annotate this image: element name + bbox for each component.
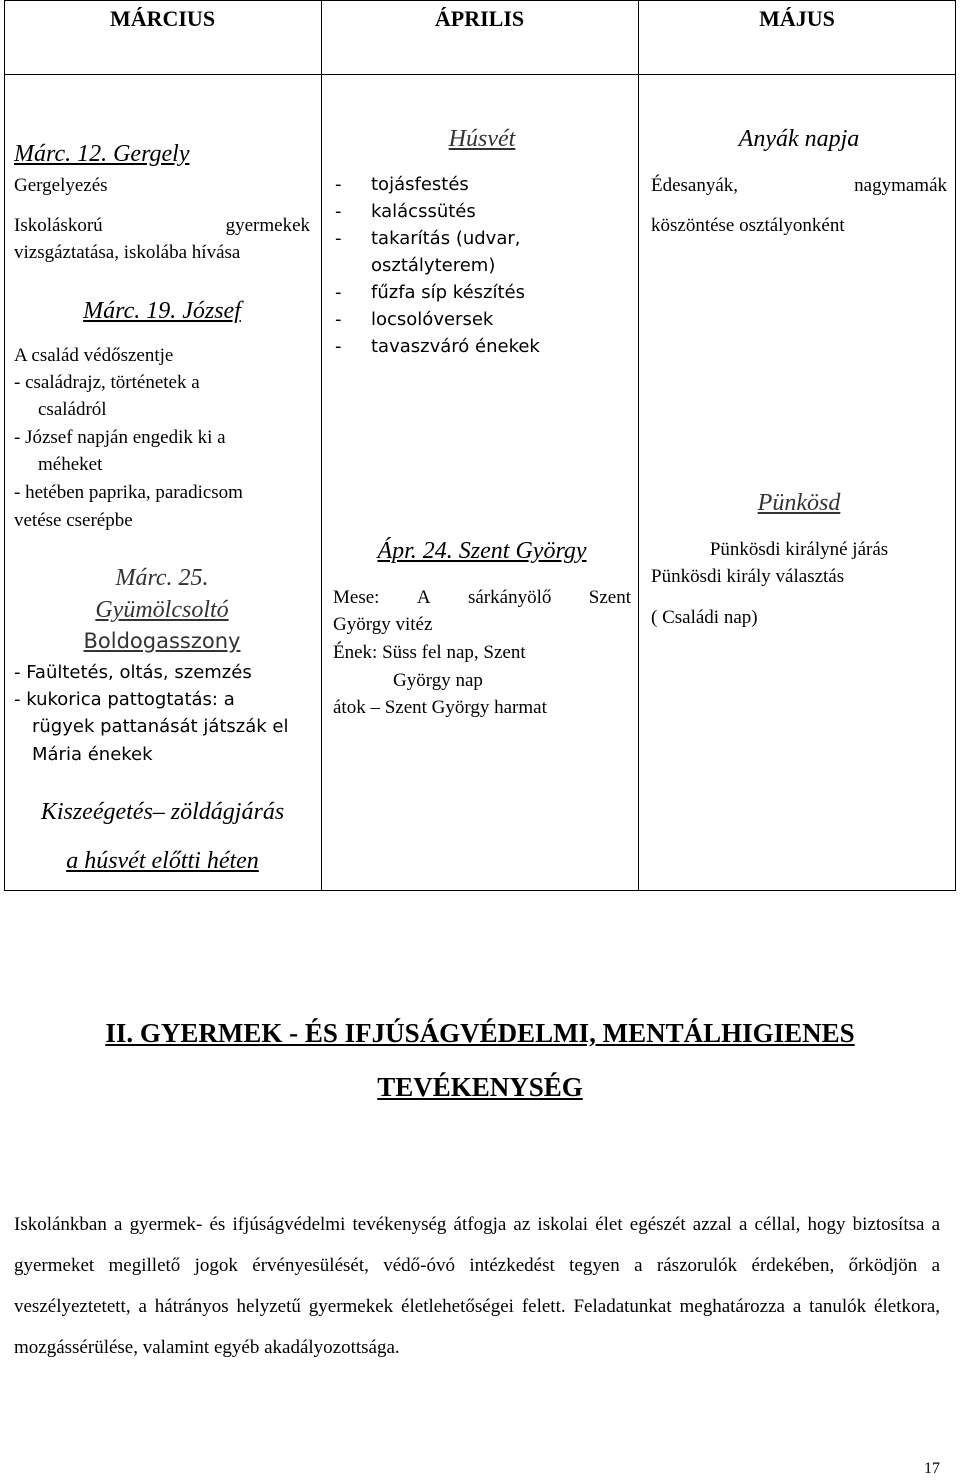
section-title-line-2: TEVÉKENYSÉG: [377, 1072, 583, 1102]
mese-line-1: [333, 584, 631, 611]
jozsef-line: méheket: [38, 454, 103, 475]
enek-line-2: György nap: [393, 670, 483, 691]
gyumolcs-title-1: Márc. 25.: [115, 565, 209, 591]
gyorgy-title: Ápr. 24. Szent György: [377, 538, 587, 564]
mese-line-2: György vitéz: [333, 614, 433, 635]
atok-line: átok – Szent György harmat: [333, 697, 547, 718]
husvet-title: Húsvét: [448, 126, 516, 152]
table-border-right: [955, 0, 956, 891]
list-item: - locsolóversek: [333, 306, 631, 333]
iskolas-line-1: [14, 212, 310, 239]
anyak-title: Anyák napja: [738, 126, 860, 152]
jozsef-line: A család védőszentje: [14, 345, 174, 366]
table-divider-2: [638, 0, 639, 891]
edes-word: Édesanyák,: [651, 175, 739, 196]
table-border-top: [4, 0, 956, 1]
edes-word: nagymamák: [854, 175, 947, 196]
list-item: - tavaszváró énekek: [333, 333, 631, 360]
gyumolcs-line: Mária énekek: [32, 744, 153, 765]
gergely-title: Márc. 12. Gergely: [14, 141, 190, 167]
jozsef-line: - családrajz, történetek a: [14, 372, 200, 393]
list-item: - kalácssütés: [333, 198, 631, 225]
mese-word: A: [416, 587, 431, 608]
punkosd-line-1: Pünkösdi királyné járás: [709, 539, 889, 560]
koszontes-line: köszöntése osztályonként: [651, 215, 845, 236]
kiszeeg-line-2: a húsvét előtti héten: [66, 848, 259, 874]
mese-word: Szent: [588, 587, 631, 608]
husvet-list: [333, 171, 631, 360]
jozsef-title: Márc. 19. József: [83, 298, 241, 324]
gyumolcs-line: - kukorica pattogtatás: a: [14, 689, 235, 710]
iskolas-word-1: Iskoláskorú: [14, 215, 103, 236]
gyumolcs-line: - Faültetés, oltás, szemzés: [14, 662, 252, 683]
jozsef-line: - hetében paprika, paradicsom: [14, 482, 243, 503]
section-title-line-1: II. GYERMEK - ÉS IFJÚSÁGVÉDELMI, MENTÁLHIGIENES: [105, 1018, 855, 1048]
edes-line: [651, 172, 947, 199]
header-aprilis: ÁPRILIS: [434, 6, 525, 31]
jozsef-line: családról: [38, 399, 107, 420]
csaladi-nap: ( Családi nap): [651, 607, 758, 628]
table-border-header: [4, 74, 956, 75]
jozsef-line: - József napján engedik ki a: [14, 427, 226, 448]
list-item: - fűzfa síp készítés: [333, 279, 631, 306]
punkosd-title: Pünkösd: [757, 490, 841, 516]
iskolas-line-2: vizsgáztatása, iskolába hívása: [14, 242, 241, 263]
header-marcius: MÁRCIUS: [109, 6, 216, 31]
punkosd-line-2: Pünkösdi király választás: [651, 566, 845, 587]
gyumolcs-title-3: Boldogasszony: [83, 629, 241, 653]
iskolas-word-2: gyermekek: [225, 215, 310, 236]
table-border-left: [4, 0, 5, 891]
gyumolcs-title-2: Gyümölcsoltó: [95, 597, 229, 623]
enek-line-1: Ének: Süss fel nap, Szent: [333, 642, 526, 663]
mese-word: sárkányölő: [467, 587, 552, 608]
gyumolcs-line: rügyek pattanását játszák el: [32, 716, 289, 737]
header-majus: MÁJUS: [759, 6, 835, 31]
gergelyezes-text: Gergelyezés: [14, 175, 108, 196]
table-divider-1: [321, 0, 322, 891]
list-item: - tojásfestés: [333, 171, 631, 198]
kiszeeg-line-1: Kiszeégetés– zöldágjárás: [40, 799, 285, 825]
jozsef-line: vetése cserépbe: [14, 510, 133, 531]
list-item: - takarítás (udvar, osztályterem): [333, 225, 611, 279]
page-number: 17: [924, 1460, 940, 1477]
mese-word: Mese:: [333, 587, 380, 608]
table-border-bottom: [4, 890, 956, 891]
section-paragraph: Iskolánkban a gyermek- és ifjúságvédelmi tevékenység átfogja az iskolai élet egészét azzal a céllal, hogy biztosítsa a gyermeket megillető jogok érvényesülését, védő-óvó intézkedést tegyen a rászorulók érdekében, őrködjön a veszélyeztetett, a hátrányos helyzetű gyermekek életlehetőségei felett. Feladatunkat meghatározza a tanulók életkora, mozgássérülése, valamint egyéb akadályozottsága.: [14, 1214, 940, 1358]
